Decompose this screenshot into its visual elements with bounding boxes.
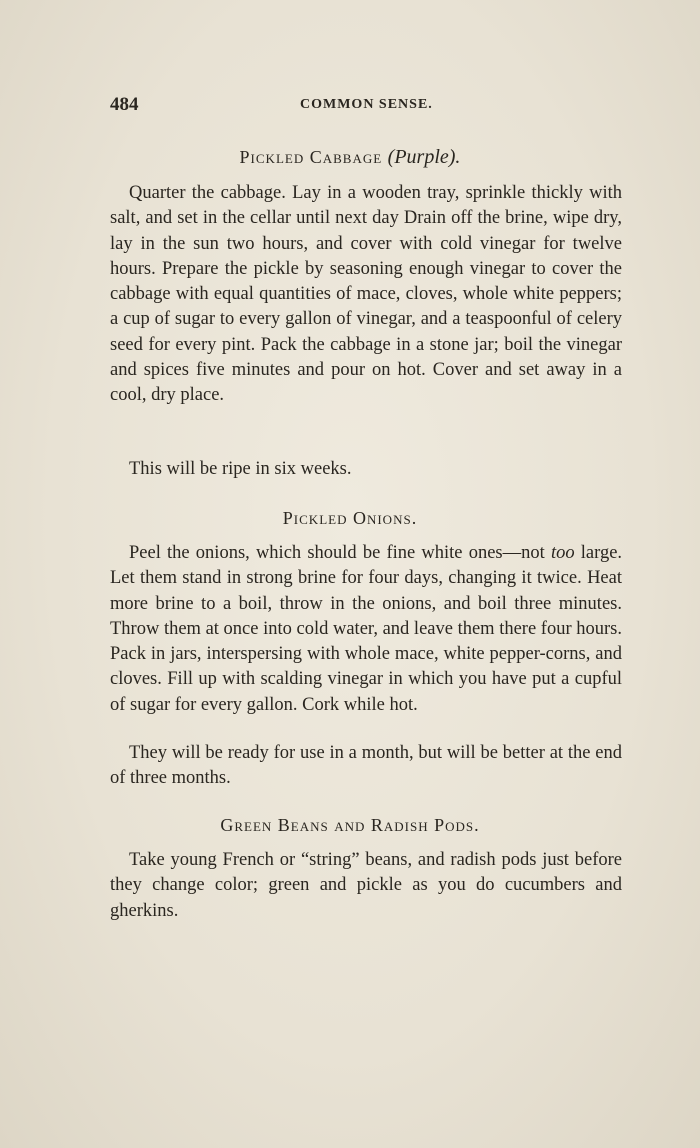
page-header <box>110 94 630 120</box>
recipe-paragraph-onions-instructions <box>110 541 622 718</box>
recipe-title-text: Pickled Onions. <box>282 508 418 528</box>
onions-text-rest: large. Let them stand in strong brine for four days, changing it twice. Heat more brine to a boil, throw in the onions, and boil three minutes. Throw them at once into cold water, and leave them there four hours. Pack in jars, interspersing with whole mace, white pepper-corns, and cloves. Fill up with scalding vinegar in which you have put a cupful of sugar for every gallon. Cork while hot. <box>110 543 623 715</box>
onions-text-emphasis: too <box>550 543 575 563</box>
recipe-title-pickled-cabbage <box>0 146 700 169</box>
running-head: COMMON SENSE. <box>300 97 433 112</box>
page-number: 484 <box>110 94 139 115</box>
recipe-title-green-beans <box>0 815 700 836</box>
recipe-title-text: Green Beans and Radish Pods. <box>220 815 480 835</box>
recipe-paragraph-cabbage-note: This will be ripe in six weeks. <box>129 459 352 479</box>
onions-text-start: Peel the onions, which should be fine white ones—not <box>129 543 545 563</box>
recipe-title-variant: (Purple). <box>387 146 461 168</box>
recipe-title-pickled-onions <box>0 508 700 529</box>
recipe-paragraph-cabbage-instructions: Quarter the cabbage. Lay in a wooden tray, sprinkle thickly with salt, and set in the cellar until next day Drain off the brine, wipe dry, lay in the sun two hours, and cover with cold vinegar for twelve hours. Prepare the pickle by seasoning enough vinegar to cover the cabbage with equal quantities of mace, cloves, whole white peppers; a cup of sugar to every gallon of vinegar, and a teaspoonful of celery seed for every pint. Pack the cabbage in a stone jar; boil the vinegar and spices five minutes and pour on hot. Cover and set away in a cool, dry place. <box>110 183 622 406</box>
recipe-title-text: Pickled Cabbage <box>239 147 383 167</box>
recipe-paragraph-onions-note: They will be ready for use in a month, but will be better at the end of three months. <box>110 743 622 789</box>
recipe-paragraph-green-beans: Take young French or “string” beans, and radish pods just before they change color; green and pickle as you do cucumbers and gherkins. <box>110 850 622 921</box>
